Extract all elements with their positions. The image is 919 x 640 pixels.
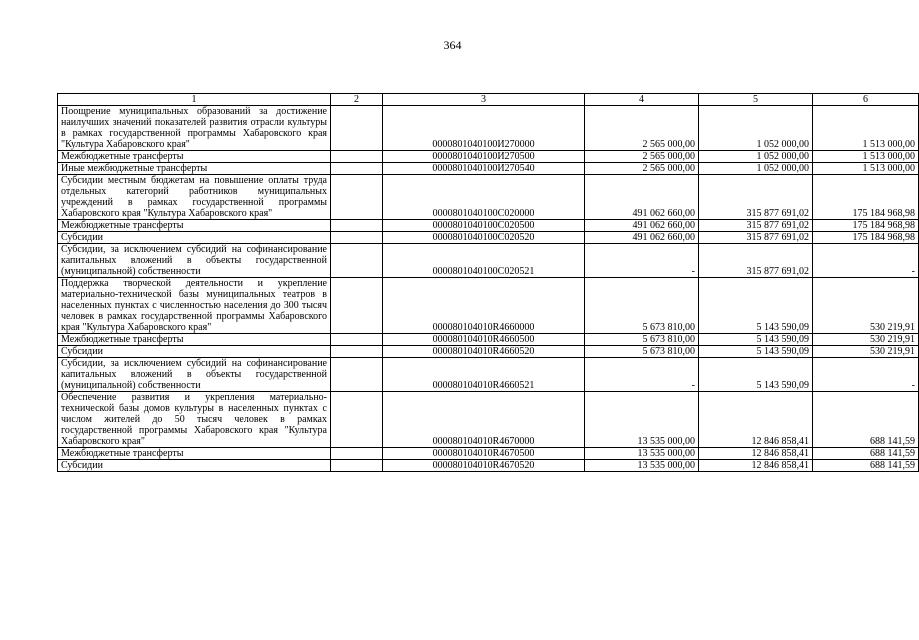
row-code-cell: 0000801040100И270000 [383,106,585,151]
row-column2-cell [331,448,383,460]
row-name-cell: Иные межбюджетные трансферты [58,163,331,175]
row-value5-cell: 5 143 590,09 [699,278,813,334]
table-row [58,151,919,163]
column-header: 4 [585,94,699,106]
table-row [58,232,919,244]
row-value4-cell: 491 062 660,00 [585,175,699,220]
row-name-cell: Межбюджетные трансферты [58,151,331,163]
column-header: 1 [58,94,331,106]
row-code-cell: 0000801040100С020500 [383,220,585,232]
row-value6-cell: 688 141,59 [813,392,919,448]
row-name-cell: Межбюджетные трансферты [58,448,331,460]
row-value6-cell: 688 141,59 [813,460,919,472]
row-value5-cell: 12 846 858,41 [699,392,813,448]
row-value6-cell: - [813,244,919,278]
table-row [58,163,919,175]
row-value6-cell: 1 513 000,00 [813,151,919,163]
row-name-cell: Поддержка творческой деятельности и укрепление материально-технической базы муниципальных театров в населенных пунктах с численностью населения до 300 тысяч человек в рамках государственной программы Хабаровского края "Культура Хабаровского края" [58,278,331,334]
row-name-cell: Субсидии [58,346,331,358]
row-code-cell: 000080104010R4670000 [383,392,585,448]
row-name-cell: Субсидии [58,232,331,244]
column-header: 5 [699,94,813,106]
row-value5-cell: 315 877 691,02 [699,175,813,220]
row-value4-cell: 13 535 000,00 [585,460,699,472]
row-name-cell: Обеспечение развития и укрепления материально-технической базы домов культуры в населенных пунктах с числом жителей до 50 тысяч человек в рамках государственной программы Хабаровского края "Культура Хабаровского края" [58,392,331,448]
row-column2-cell [331,358,383,392]
row-code-cell: 0000801040100С020521 [383,244,585,278]
row-column2-cell [331,244,383,278]
row-value6-cell: 175 184 968,98 [813,220,919,232]
row-code-cell: 0000801040100И270500 [383,151,585,163]
row-value5-cell: 5 143 590,09 [699,358,813,392]
row-column2-cell [331,278,383,334]
row-value6-cell: 1 513 000,00 [813,163,919,175]
page-number: 364 [443,38,462,52]
row-value5-cell: 1 052 000,00 [699,163,813,175]
row-code-cell: 000080104010R4660521 [383,358,585,392]
table-row [58,392,919,448]
row-code-cell: 000080104010R4670520 [383,460,585,472]
row-code-cell: 000080104010R4670500 [383,448,585,460]
row-column2-cell [331,232,383,244]
row-column2-cell [331,334,383,346]
row-value4-cell: 5 673 810,00 [585,346,699,358]
table-body [58,94,919,472]
row-value5-cell: 12 846 858,41 [699,460,813,472]
row-code-cell: 000080104010R4660500 [383,334,585,346]
row-name-cell: Субсидии, за исключением субсидий на софинансирование капитальных вложений в объекты государственной (муниципальной) собственности [58,358,331,392]
row-code-cell: 000080104010R4660000 [383,278,585,334]
budget-table [57,93,919,472]
row-name-cell: Субсидии, за исключением субсидий на софинансирование капитальных вложений в объекты государственной (муниципальной) собственности [58,244,331,278]
row-column2-cell [331,151,383,163]
row-code-cell: 000080104010R4660520 [383,346,585,358]
row-value6-cell: 175 184 968,98 [813,232,919,244]
row-code-cell: 0000801040100И270540 [383,163,585,175]
table-header-row [58,94,919,106]
row-name-cell: Межбюджетные трансферты [58,334,331,346]
row-name-cell: Межбюджетные трансферты [58,220,331,232]
row-value4-cell: 491 062 660,00 [585,232,699,244]
row-column2-cell [331,346,383,358]
row-value5-cell: 5 143 590,09 [699,334,813,346]
row-value5-cell: 315 877 691,02 [699,232,813,244]
row-value6-cell: 688 141,59 [813,448,919,460]
row-value4-cell: 5 673 810,00 [585,334,699,346]
table-row [58,175,919,220]
row-column2-cell [331,175,383,220]
row-value4-cell: 13 535 000,00 [585,448,699,460]
column-header: 6 [813,94,919,106]
row-value4-cell: 2 565 000,00 [585,106,699,151]
table-row [58,358,919,392]
row-value4-cell: - [585,244,699,278]
row-value6-cell: 530 219,91 [813,346,919,358]
row-name-cell: Субсидии [58,460,331,472]
table-row [58,448,919,460]
row-value5-cell: 5 143 590,09 [699,346,813,358]
row-column2-cell [331,163,383,175]
row-value4-cell: 2 565 000,00 [585,151,699,163]
row-value6-cell: 530 219,91 [813,334,919,346]
column-header: 2 [331,94,383,106]
row-value4-cell: 2 565 000,00 [585,163,699,175]
table-row [58,244,919,278]
table-row [58,334,919,346]
row-column2-cell [331,392,383,448]
row-column2-cell [331,106,383,151]
row-value4-cell: - [585,358,699,392]
row-code-cell: 0000801040100С020520 [383,232,585,244]
row-value6-cell: 1 513 000,00 [813,106,919,151]
table-row [58,460,919,472]
row-value6-cell: 175 184 968,98 [813,175,919,220]
column-header: 3 [383,94,585,106]
row-value5-cell: 12 846 858,41 [699,448,813,460]
row-name-cell: Поощрение муниципальных образований за достижение наилучших значений показателей развития отрасли культуры в рамках государственной программы Хабаровского края "Культура Хабаровского края" [58,106,331,151]
row-value4-cell: 13 535 000,00 [585,392,699,448]
row-value4-cell: 491 062 660,00 [585,220,699,232]
row-value5-cell: 315 877 691,02 [699,244,813,278]
row-column2-cell [331,460,383,472]
row-code-cell: 0000801040100С020000 [383,175,585,220]
row-value6-cell: - [813,358,919,392]
row-name-cell: Субсидии местным бюджетам на повышение оплаты труда отдельных категорий работников муниципальных учреждений в рамках государственной программы Хабаровского края "Культура Хабаровского края" [58,175,331,220]
row-value6-cell: 530 219,91 [813,278,919,334]
table-row [58,278,919,334]
row-value5-cell: 1 052 000,00 [699,106,813,151]
row-value4-cell: 5 673 810,00 [585,278,699,334]
row-value5-cell: 1 052 000,00 [699,151,813,163]
row-value5-cell: 315 877 691,02 [699,220,813,232]
table-row [58,346,919,358]
row-column2-cell [331,220,383,232]
table-row [58,220,919,232]
table-row [58,106,919,151]
